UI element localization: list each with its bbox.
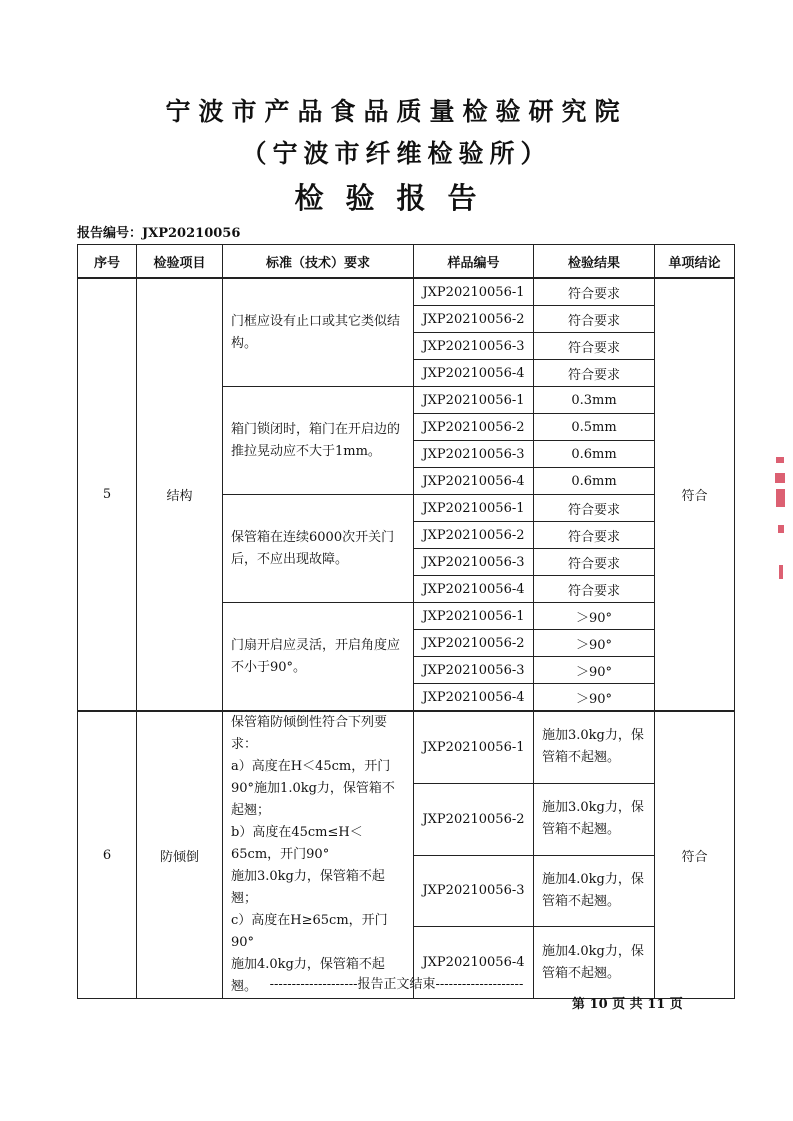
sample-cell: JXP20210056-2 xyxy=(414,783,534,855)
result-cell: 符合要求 xyxy=(534,549,655,576)
result-cell: 0.6mm xyxy=(534,441,655,468)
result-cell: 符合要求 xyxy=(534,360,655,387)
report-number: 报告编号：JXP20210056 xyxy=(77,226,241,241)
header-requirement: 标准（技术）要求 xyxy=(223,245,414,279)
sample-cell: JXP20210056-3 xyxy=(414,333,534,360)
requirement-line: 施加3.0kg力，保管箱不起翘； xyxy=(231,869,385,906)
result-cell: 0.6mm xyxy=(534,468,655,495)
table-row xyxy=(78,278,735,306)
end-of-report-line: --------------------报告正文结束-------------------- xyxy=(269,977,524,992)
section-conclusion: 符合 xyxy=(655,711,735,999)
page-number: 第 10 页 共 11 页 xyxy=(572,997,683,1012)
requirement-cell: 门框应设有止口或其它类似结构。 xyxy=(223,278,414,387)
result-cell: 符合要求 xyxy=(534,576,655,603)
result-cell: ＞90° xyxy=(534,603,655,630)
table-row xyxy=(78,711,735,783)
seal-stamp-edge xyxy=(773,455,787,585)
result-cell: 符合要求 xyxy=(534,306,655,333)
result-cell: 符合要求 xyxy=(534,495,655,522)
sample-cell: JXP20210056-4 xyxy=(414,927,534,999)
sample-cell: JXP20210056-4 xyxy=(414,576,534,603)
sample-cell: JXP20210056-3 xyxy=(414,855,534,927)
requirement-cell: 保管箱在连续6000次开关门后，不应出现故障。 xyxy=(223,495,414,603)
header-item: 检验项目 xyxy=(137,245,223,279)
requirement-cell: 箱门锁闭时，箱门在开启边的推拉晃动应不大于1mm。 xyxy=(223,387,414,495)
sample-cell: JXP20210056-1 xyxy=(414,495,534,522)
section-conclusion: 符合 xyxy=(655,278,735,711)
sample-cell: JXP20210056-1 xyxy=(414,387,534,414)
requirement-line: a）高度在H＜45cm，开门90°施加1.0kg力，保管箱不起翘； xyxy=(231,759,395,818)
result-cell: ＞90° xyxy=(534,684,655,712)
result-cell: ＞90° xyxy=(534,657,655,684)
sample-cell: JXP20210056-4 xyxy=(414,684,534,712)
section-item: 结构 xyxy=(137,278,223,711)
requirement-line: c）高度在H≥65cm，开门90° xyxy=(231,913,388,950)
requirement-line: 施加4.0kg力，保管箱不起翘。 xyxy=(231,957,385,994)
institute-title: 宁波市产品食品质量检验研究院 xyxy=(165,97,628,126)
result-cell: 0.5mm xyxy=(534,414,655,441)
sample-cell: JXP20210056-1 xyxy=(414,711,534,783)
result-cell: 符合要求 xyxy=(534,278,655,306)
result-cell: 符合要求 xyxy=(534,333,655,360)
requirement-cell xyxy=(223,711,414,999)
section-no: 6 xyxy=(78,711,137,999)
sample-cell: JXP20210056-3 xyxy=(414,549,534,576)
sample-cell: JXP20210056-2 xyxy=(414,306,534,333)
sample-cell: JXP20210056-2 xyxy=(414,522,534,549)
result-cell: ＞90° xyxy=(534,630,655,657)
requirement-line: 保管箱防倾倒性符合下列要求： xyxy=(231,715,388,752)
header-no: 序号 xyxy=(78,245,137,279)
header-result: 检验结果 xyxy=(534,245,655,279)
sample-cell: JXP20210056-3 xyxy=(414,441,534,468)
header-sample: 样品编号 xyxy=(414,245,534,279)
sample-cell: JXP20210056-4 xyxy=(414,468,534,495)
result-cell: 施加4.0kg力，保管箱不起翘。 xyxy=(534,855,655,927)
section-no: 5 xyxy=(78,278,137,711)
sample-cell: JXP20210056-1 xyxy=(414,603,534,630)
header-conclusion: 单项结论 xyxy=(655,245,735,279)
result-cell: 施加3.0kg力，保管箱不起翘。 xyxy=(534,783,655,855)
result-cell: 0.3mm xyxy=(534,387,655,414)
result-cell: 施加3.0kg力，保管箱不起翘。 xyxy=(534,711,655,783)
result-cell: 施加4.0kg力，保管箱不起翘。 xyxy=(534,927,655,999)
requirement-cell: 门扇开启应灵活，开启角度应不小于90°。 xyxy=(223,603,414,712)
sample-cell: JXP20210056-3 xyxy=(414,657,534,684)
inspection-table xyxy=(77,244,735,999)
sample-cell: JXP20210056-1 xyxy=(414,278,534,306)
report-title: 检验报告 xyxy=(294,181,499,215)
requirement-line: b）高度在45cm≤H＜65cm，开门90° xyxy=(231,825,363,862)
sample-cell: JXP20210056-2 xyxy=(414,630,534,657)
sample-cell: JXP20210056-4 xyxy=(414,360,534,387)
table-header-row xyxy=(78,245,735,279)
section-item: 防倾倒 xyxy=(137,711,223,999)
institute-subtitle: （宁波市纤维检验所） xyxy=(241,139,552,168)
result-cell: 符合要求 xyxy=(534,522,655,549)
sample-cell: JXP20210056-2 xyxy=(414,414,534,441)
